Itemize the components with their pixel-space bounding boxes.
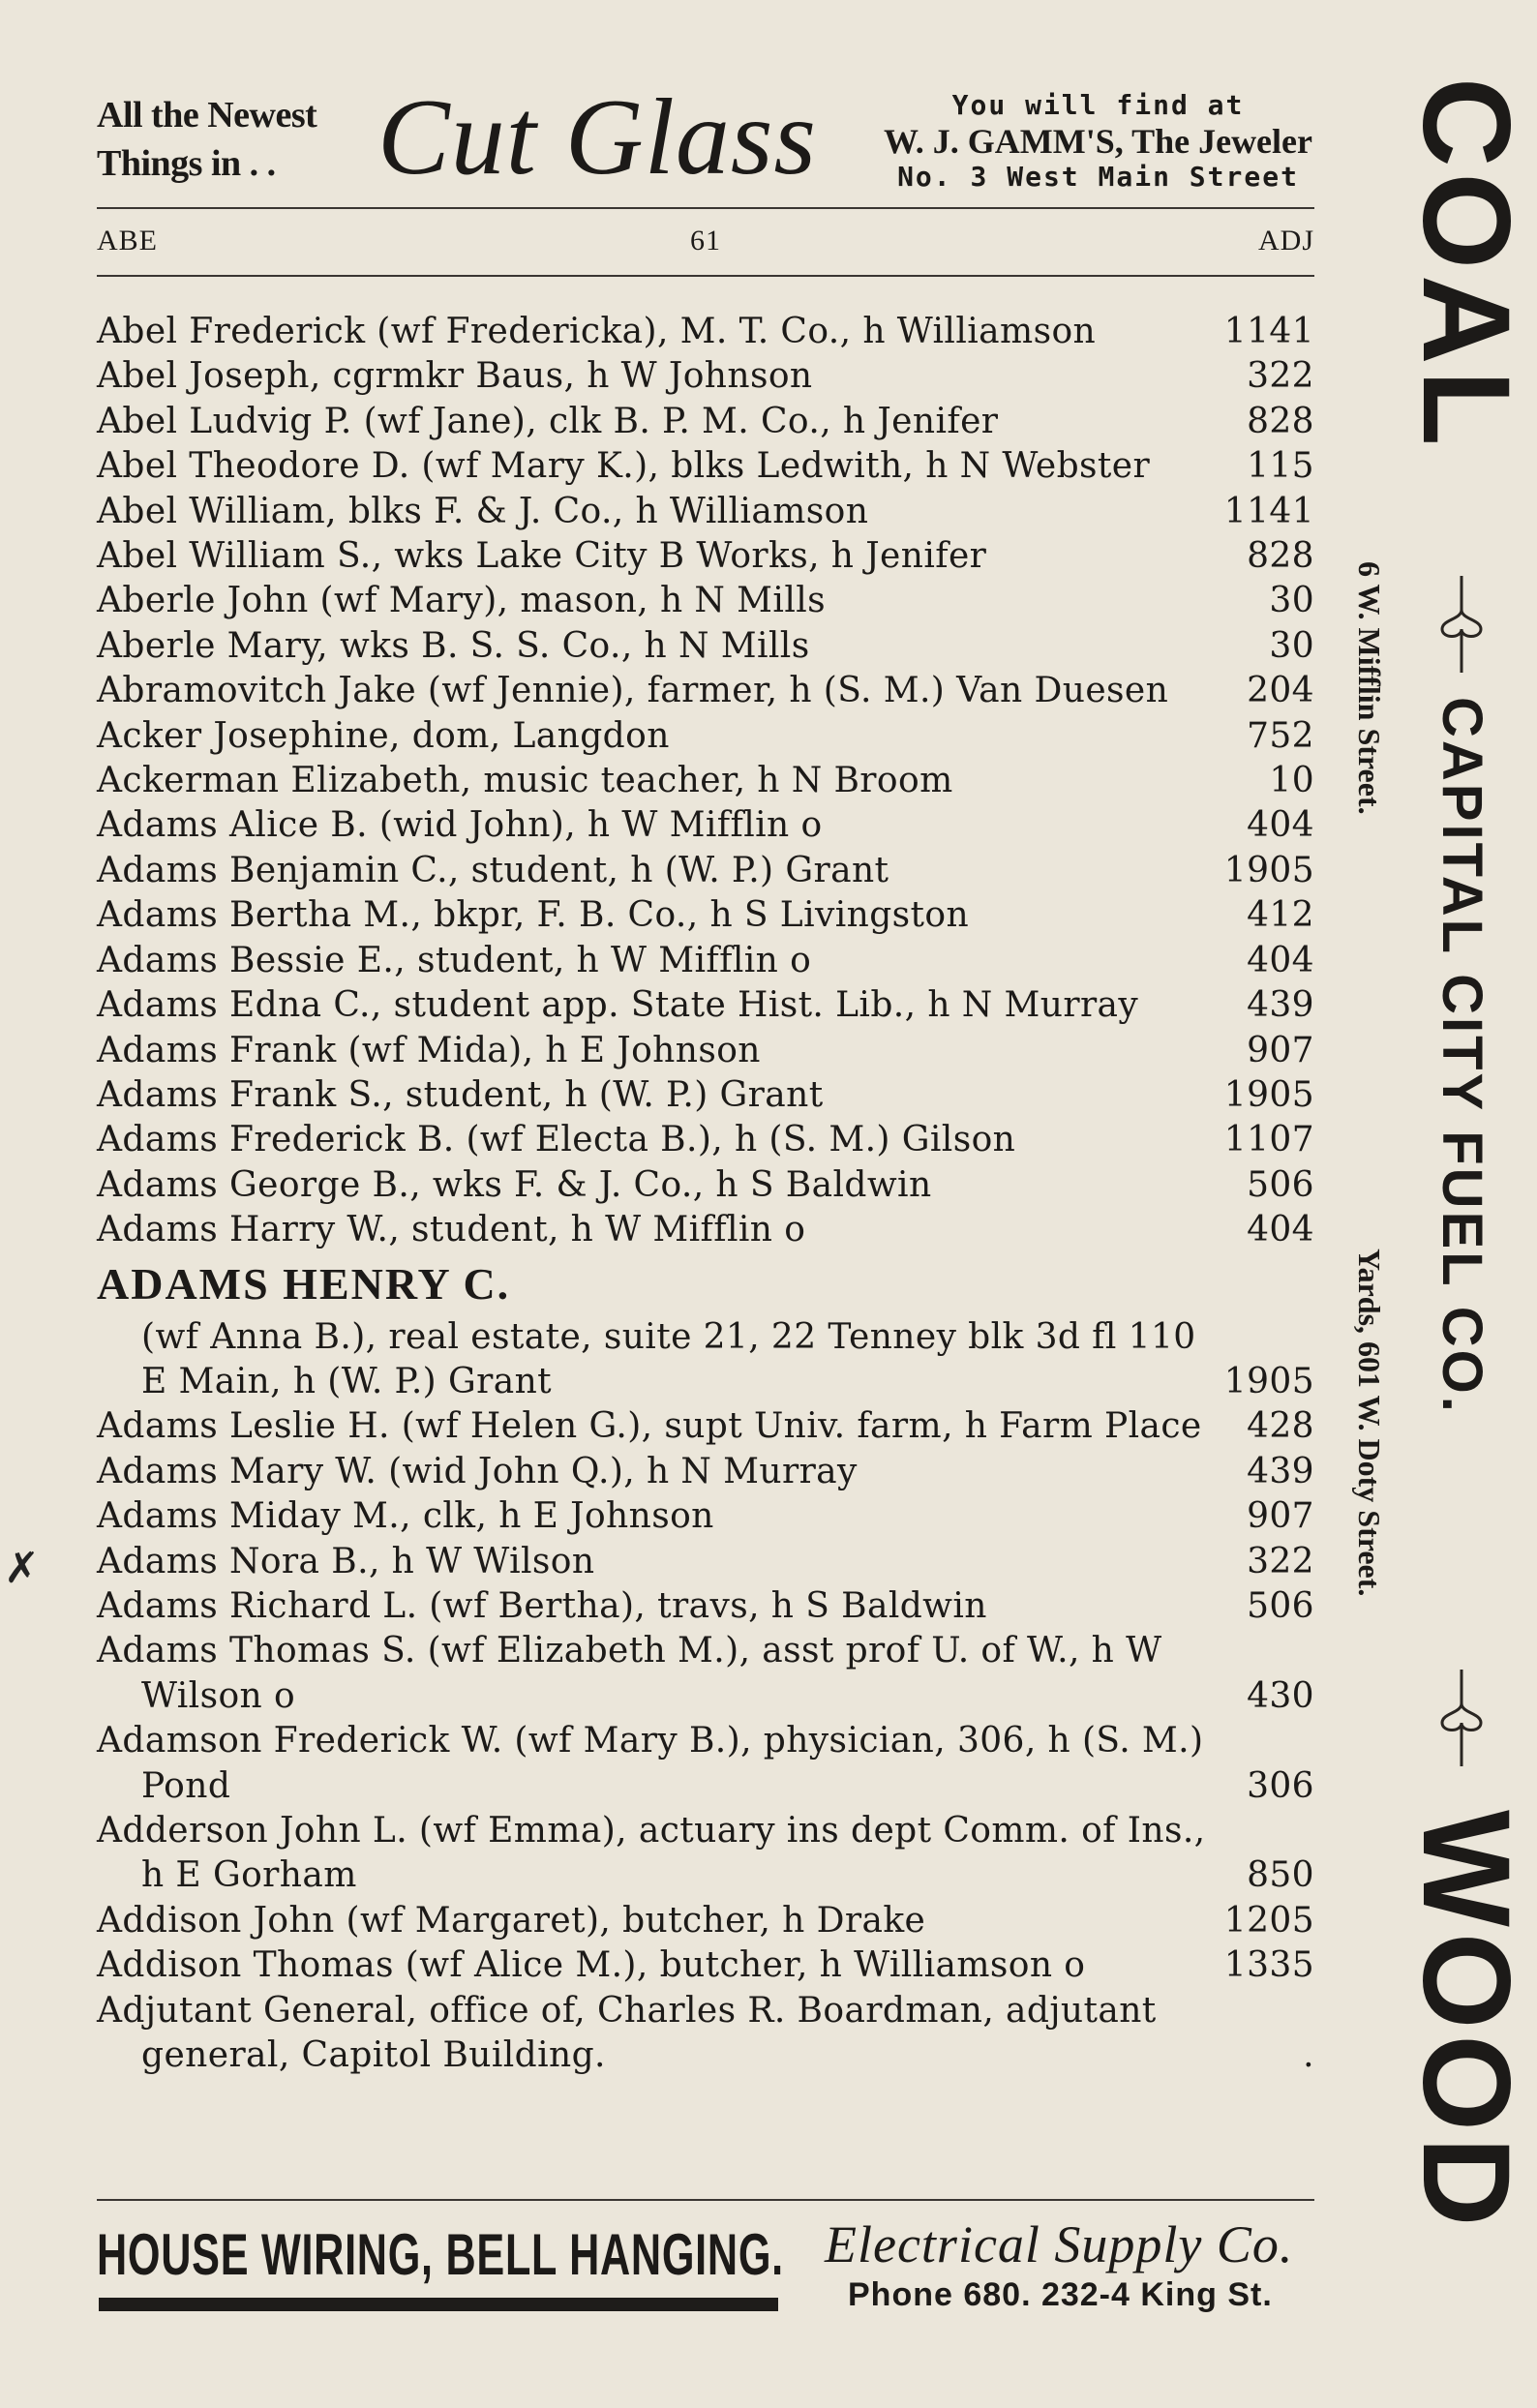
directory-entry (97, 624, 1314, 669)
entry-text: Adams Frank S., student, h (W. P.) Grant (97, 1074, 824, 1115)
entry-text: Adams Edna C., student app. State Hist. Lib., h N Murray (97, 985, 1139, 1026)
featured-number: 1905 (1223, 1361, 1314, 1401)
ad-line-1: You will find at (951, 89, 1245, 121)
directory-entry (97, 1029, 1314, 1073)
directory-entry (97, 579, 1314, 623)
entry-number: 30 (1269, 625, 1314, 666)
page-number: 61 (690, 225, 721, 256)
entry-number: 506 (1247, 1164, 1314, 1205)
ad-line-2: W. J. GAMM'S, The Jeweler (884, 122, 1312, 161)
entry-number: 1205 (1223, 1900, 1314, 1941)
entry-number: 306 (1247, 1765, 1314, 1806)
side-ad-wood: WOOD (1397, 1810, 1535, 2233)
ornament-swirl-icon (1428, 571, 1495, 677)
entry-text: Adams Thomas S. (wf Elizabeth M.), asst prof U. of W., h W Wilson o (97, 1631, 1162, 1716)
entry-number: 1335 (1223, 1945, 1314, 1986)
entry-number: 1141 (1223, 491, 1314, 531)
directory-entry (97, 1943, 1314, 1988)
entry-text: Adams Frederick B. (wf Electa B.), h (S. M.) Gilson (97, 1120, 1016, 1160)
entry-text: Adams George B., wks F. & J. Co., h S Baldwin (97, 1164, 932, 1205)
directory-entry (97, 354, 1314, 399)
entry-number: 439 (1247, 1451, 1314, 1491)
entry-number: 850 (1247, 1855, 1314, 1896)
entry-number: 1107 (1223, 1120, 1314, 1160)
directory-entry (97, 1899, 1314, 1943)
side-ad-company: CAPITAL CITY FUEL CO. (1431, 697, 1493, 1415)
ad-jeweler-block (884, 89, 1312, 194)
entry-text: Adams Harry W., student, h W Mifflin o (97, 1210, 806, 1250)
directory-entry (97, 1540, 1314, 1584)
entry-text: Adams Bertha M., bkpr, F. B. Co., h S Livingston (97, 895, 970, 936)
entry-number: 439 (1247, 985, 1314, 1026)
entry-text: Adams Mary W. (wid John Q.), h N Murray (97, 1451, 858, 1491)
entry-text: Abel Joseph, cgrmkr Baus, h W Johnson (97, 356, 813, 397)
entry-text: Abel Ludvig P. (wf Jane), clk B. P. M. Co., h Jenifer (97, 401, 999, 441)
directory-entry (97, 1208, 1314, 1252)
entry-text: Abel Frederick (wf Fredericka), M. T. Co., h Williamson (97, 312, 1097, 351)
entry-text: Adams Richard L. (wf Bertha), travs, h S Baldwin (97, 1585, 987, 1626)
header-rule (97, 207, 1314, 209)
entry-number: 1905 (1223, 1074, 1314, 1115)
directory-entry (97, 534, 1314, 579)
running-head (97, 225, 1314, 267)
entry-text: Aberle Mary, wks B. S. S. Co., h N Mills (97, 625, 810, 666)
ad-phone-address: Phone 680. 232-4 King St. (848, 2276, 1273, 2313)
entry-number: 1905 (1223, 850, 1314, 890)
entry-number: 752 (1247, 715, 1314, 756)
margin-check-mark: ✗ (4, 1544, 40, 1593)
entry-text: Abel William, blks F. & J. Co., h Williamson (97, 491, 869, 531)
entry-number: 10 (1269, 761, 1314, 801)
featured-entry-detail (97, 1315, 1314, 1405)
entry-number: 907 (1247, 1030, 1314, 1070)
side-ad-address-yards: Yards, 601 W. Doty Street. (1352, 1249, 1387, 1597)
entry-text: Adderson John L. (wf Emma), actuary ins dept Comm. of Ins., h E Gorham (97, 1811, 1206, 1896)
directory-entry (97, 983, 1314, 1028)
directory-entry (97, 803, 1314, 848)
running-head-left: ABE (97, 225, 158, 256)
entry-text: Adams Leslie H. (wf Helen G.), supt Univ. farm, h Farm Place (97, 1406, 1202, 1447)
footer-rule (97, 2199, 1314, 2201)
directory-entry (97, 444, 1314, 489)
entry-number: 1141 (1223, 312, 1314, 351)
entry-number: 907 (1247, 1496, 1314, 1537)
ad-underline-bar (99, 2298, 778, 2311)
entry-text: Abel William S., wks Lake City B Works, h Jenifer (97, 536, 987, 577)
featured-name: ADAMS HENRY C. (97, 1258, 511, 1309)
entry-number: 506 (1247, 1585, 1314, 1626)
ad-wiring-text: HOUSE WIRING, BELL HANGING. (97, 2222, 784, 2287)
directory-entry (97, 1073, 1314, 1118)
entry-number: 430 (1247, 1675, 1314, 1716)
ad-headline: Cut Glass (377, 77, 817, 197)
running-head-right: ADJ (1257, 225, 1314, 256)
ad-line-3: No. 3 West Main Street (897, 161, 1299, 193)
directory-entry (97, 1584, 1314, 1629)
ad-tagline: All the Newest Things in . . (97, 95, 317, 184)
entry-number: 412 (1247, 895, 1314, 936)
ornament-swirl-icon (1428, 1665, 1495, 1771)
entry-number: 204 (1247, 671, 1314, 711)
entry-number: 828 (1247, 401, 1314, 441)
side-ad-address-office: 6 W. Mifflin Street. (1352, 561, 1387, 815)
directory-entry (97, 714, 1314, 759)
entry-number: 404 (1247, 1210, 1314, 1250)
entry-text: Ackerman Elizabeth, music teacher, h N Broom (97, 761, 953, 801)
directory-entry (97, 310, 1314, 354)
directory-entry (97, 1450, 1314, 1494)
entry-number: 404 (1247, 805, 1314, 846)
directory-entry (97, 1809, 1314, 1899)
entry-number: 404 (1247, 940, 1314, 980)
entry-text: Abramovitch Jake (wf Jennie), farmer, h (S. M.) Van Duesen (97, 671, 1169, 711)
directory-entry (97, 490, 1314, 534)
entry-text: Adams Miday M., clk, h E Johnson (97, 1496, 714, 1537)
top-advertisement (97, 77, 1316, 201)
directory-list (97, 310, 1314, 2078)
directory-entry (97, 1118, 1314, 1162)
entry-text: Aberle John (wf Mary), mason, h N Mills (97, 581, 827, 621)
side-advertisement (1321, 77, 1534, 2342)
directory-entry (97, 1404, 1314, 1449)
entry-text: Addison John (wf Margaret), butcher, h Drake (97, 1900, 926, 1941)
directory-entry (97, 759, 1314, 803)
entry-number: 828 (1247, 536, 1314, 577)
directory-entry (97, 893, 1314, 938)
entry-text: Adams Frank (wf Mida), h E Johnson (97, 1030, 761, 1070)
entry-number: 115 (1247, 446, 1314, 487)
directory-entry (97, 939, 1314, 983)
side-ad-coal: COAL (1397, 77, 1535, 452)
directory-entry (97, 1989, 1314, 2079)
ad-company-name: Electrical Supply Co. (825, 2215, 1294, 2273)
directory-entry (97, 849, 1314, 893)
entry-text: Adamson Frederick W. (wf Mary B.), physician, 306, h (S. M.) Pond (97, 1721, 1204, 1806)
entry-text: Adjutant General, office of, Charles R. Boardman, adjutant general, Capitol Building. (97, 1990, 1157, 2076)
featured-entry-name (97, 1253, 1314, 1315)
entry-number: 30 (1269, 581, 1314, 621)
running-head-rule (97, 275, 1314, 277)
entry-text: Adams Benjamin C., student, h (W. P.) Grant (97, 850, 889, 890)
entry-text: Adams Bessie E., student, h W Mifflin o (97, 940, 812, 980)
entry-number: 322 (1247, 1541, 1314, 1581)
bottom-advertisement (97, 2211, 1326, 2327)
entry-text: Abel Theodore D. (wf Mary K.), blks Ledwith, h N Webster (97, 446, 1151, 487)
entry-text: Acker Josephine, dom, Langdon (97, 715, 670, 756)
entry-number: . (1303, 2035, 1314, 2076)
entry-text: Adams Nora B., h W Wilson (97, 1541, 595, 1581)
entry-text: Addison Thomas (wf Alice M.), butcher, h Williamson o (97, 1945, 1086, 1986)
directory-entry (97, 669, 1314, 713)
directory-entry (97, 1163, 1314, 1208)
side-ad-rotated (1321, 77, 1534, 2342)
entry-number: 428 (1247, 1406, 1314, 1447)
directory-entry (97, 1629, 1314, 1719)
directory-entry (97, 1494, 1314, 1539)
featured-detail: (wf Anna B.), real estate, suite 21, 22 Tenney blk 3d fl 110 E Main, h (W. P.) Grant (141, 1316, 1196, 1401)
directory-entry (97, 400, 1314, 444)
entry-number: 322 (1247, 356, 1314, 397)
entry-text: Adams Alice B. (wid John), h W Mifflin o (97, 805, 823, 846)
directory-entry (97, 1719, 1314, 1809)
